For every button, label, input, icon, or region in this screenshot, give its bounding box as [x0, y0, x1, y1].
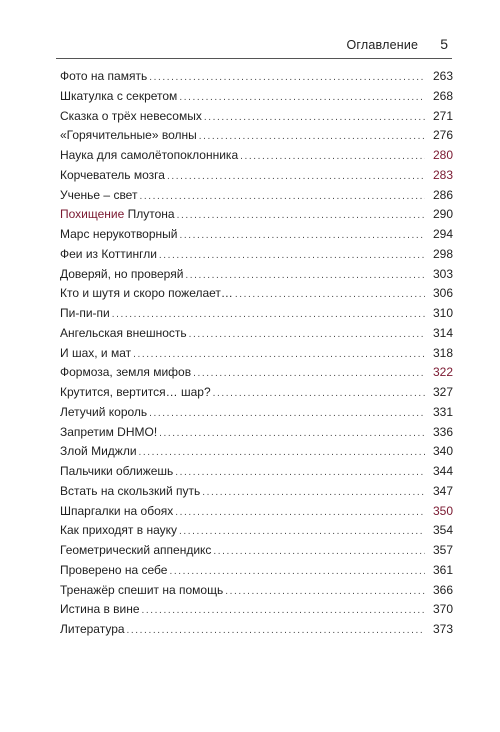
toc-entry[interactable]: [60, 146, 453, 166]
running-header-title: Оглавление: [346, 38, 419, 52]
toc-entry[interactable]: [60, 304, 453, 324]
toc-entry-page: 290: [432, 207, 453, 222]
toc-entry[interactable]: [60, 166, 453, 186]
toc-leader-dots: [175, 503, 425, 523]
toc-leader-dots: [167, 167, 425, 187]
toc-leader-dots: [142, 601, 425, 621]
toc-entry-title: Шкатулка с секретом: [60, 88, 178, 103]
toc-entry-title: Тренажёр спешит на помощь: [60, 582, 224, 597]
toc-entry[interactable]: [60, 344, 453, 364]
toc-entry[interactable]: [60, 581, 453, 601]
toc-entry-page: 354: [432, 523, 453, 538]
toc-entry-title: Марс нерукотворный: [60, 227, 178, 241]
toc-entry-page: 361: [432, 562, 453, 577]
toc-entry[interactable]: [60, 186, 453, 206]
toc-entry-title: Злой Миджли: [60, 444, 137, 459]
toc-entry[interactable]: [60, 205, 453, 225]
table-of-contents: [60, 67, 453, 640]
toc-entry-page: 340: [432, 444, 453, 459]
toc-leader-dots: [204, 108, 425, 128]
toc-leader-dots: [177, 206, 425, 226]
toc-entry-title: Запретим DHMO!: [60, 424, 158, 439]
toc-entry-page: 268: [432, 88, 453, 103]
toc-entry-page: 298: [432, 246, 453, 261]
toc-leader-dots: [185, 266, 425, 286]
toc-leader-dots: [193, 364, 425, 384]
toc-entry[interactable]: [60, 383, 453, 403]
toc-entry-title: Встать на скользкий путь: [60, 483, 201, 498]
toc-entry-title: Ученье – свет: [60, 187, 138, 202]
toc-entry[interactable]: [60, 442, 453, 462]
toc-entry-title: Пальчики оближешь: [60, 464, 174, 478]
toc-entry-page: 327: [432, 385, 453, 399]
toc-entry-title: И шах, и мат: [60, 345, 132, 360]
toc-leader-dots: [213, 384, 425, 404]
toc-entry[interactable]: [60, 126, 453, 146]
toc-entry[interactable]: [60, 482, 453, 502]
toc-entry-title: Шпаргалки на обоях: [60, 503, 174, 518]
toc-entry-page: 276: [432, 128, 453, 143]
toc-entry[interactable]: [60, 324, 453, 344]
toc-entry[interactable]: [60, 600, 453, 620]
toc-entry-title: Пи-пи-пи: [60, 306, 110, 320]
toc-leader-dots: [159, 246, 425, 266]
toc-entry-title: Как приходят в науку: [60, 523, 177, 538]
toc-entry-title: Крутится, вертится… шар?: [60, 385, 211, 399]
toc-leader-dots: [180, 226, 426, 246]
toc-leader-dots: [213, 542, 425, 562]
toc-entry-title: Ангельская внешность: [60, 325, 187, 340]
toc-entry-page: 322: [432, 365, 453, 380]
toc-entry[interactable]: [60, 620, 453, 640]
running-header: [60, 36, 448, 56]
toc-entry-title: Кто и шутя и скоро пожелает…: [60, 286, 233, 301]
toc-entry-page: 373: [432, 622, 453, 636]
toc-leader-dots: [189, 325, 425, 345]
toc-entry[interactable]: [60, 284, 453, 304]
toc-entry-title: Феи из Коттингли: [60, 246, 157, 261]
toc-leader-dots: [112, 305, 425, 325]
toc-leader-dots: [175, 463, 425, 483]
toc-leader-dots: [179, 88, 425, 108]
toc-leader-dots: [202, 483, 425, 503]
toc-leader-dots: [127, 621, 425, 641]
toc-leader-dots: [235, 285, 425, 305]
toc-entry-page: 370: [432, 602, 453, 617]
toc-entry[interactable]: [60, 403, 453, 423]
toc-entry[interactable]: [60, 107, 453, 127]
toc-leader-dots: [169, 562, 425, 582]
toc-entry-title: Наука для самолётопоклонника: [60, 148, 239, 162]
toc-entry-page: 314: [432, 325, 453, 340]
toc-entry-page: 263: [432, 69, 453, 83]
toc-entry-title: Доверяй, но проверяй: [60, 266, 184, 281]
toc-entry[interactable]: [60, 502, 453, 522]
toc-leader-dots: [240, 147, 425, 167]
toc-entry-page: 344: [432, 464, 453, 478]
toc-entry-title: Истина в вине: [60, 602, 140, 617]
header-rule: [56, 58, 452, 59]
toc-entry-title: [60, 205, 175, 225]
toc-entry-title: «Горячительные» волны: [60, 128, 197, 143]
toc-entry-page: 310: [432, 306, 453, 320]
toc-leader-dots: [133, 345, 425, 365]
toc-entry-page: 280: [432, 148, 453, 162]
toc-entry-title: Формоза, земля мифов: [60, 365, 192, 380]
toc-entry-page: 303: [432, 266, 453, 281]
toc-leader-dots: [139, 187, 425, 207]
toc-entry-page: 357: [432, 543, 453, 557]
toc-leader-dots: [139, 443, 425, 463]
toc-entry[interactable]: [60, 521, 453, 541]
toc-entry-page: 271: [432, 108, 453, 123]
toc-entry-page: 336: [432, 424, 453, 439]
toc-entry-title: Корчеватель мозга: [60, 167, 165, 182]
toc-entry[interactable]: [60, 363, 453, 383]
toc-leader-dots: [199, 127, 425, 147]
toc-leader-dots: [149, 68, 425, 88]
toc-entry[interactable]: [60, 225, 453, 245]
toc-entry-title: Летучий король: [60, 404, 148, 419]
toc-entry-title-rest: Плутона: [124, 207, 175, 222]
toc-entry-title: Сказка о трёх невесомых: [60, 108, 202, 123]
toc-entry-title-accent: Похищение: [60, 207, 125, 222]
toc-entry[interactable]: [60, 87, 453, 107]
toc-entry-title: Литература: [60, 622, 125, 636]
toc-entry[interactable]: [60, 541, 453, 561]
toc-entry-page: 306: [432, 286, 453, 301]
page-number: 5: [440, 36, 448, 52]
toc-entry-page: 294: [432, 227, 453, 241]
toc-entry-page: 318: [432, 345, 453, 360]
toc-entry-title: Геометрический аппендикс: [60, 543, 212, 557]
toc-leader-dots: [225, 582, 425, 602]
toc-entry[interactable]: [60, 561, 453, 581]
toc-entry-page: 283: [432, 167, 453, 182]
toc-entry-title: Проверено на себе: [60, 562, 168, 577]
toc-entry[interactable]: [60, 462, 453, 482]
toc-entry[interactable]: [60, 423, 453, 443]
toc-entry-page: 331: [432, 404, 453, 419]
toc-entry[interactable]: [60, 67, 453, 87]
toc-entry[interactable]: [60, 245, 453, 265]
toc-entry-title: Фото на память: [60, 69, 148, 83]
toc-entry-page: 347: [432, 483, 453, 498]
toc-entry[interactable]: [60, 265, 453, 285]
toc-entry-page: 366: [432, 582, 453, 597]
toc-leader-dots: [159, 424, 425, 444]
toc-leader-dots: [149, 404, 425, 424]
toc-entry-page: 350: [432, 503, 453, 518]
toc-leader-dots: [179, 522, 425, 542]
toc-entry-page: 286: [432, 187, 453, 202]
